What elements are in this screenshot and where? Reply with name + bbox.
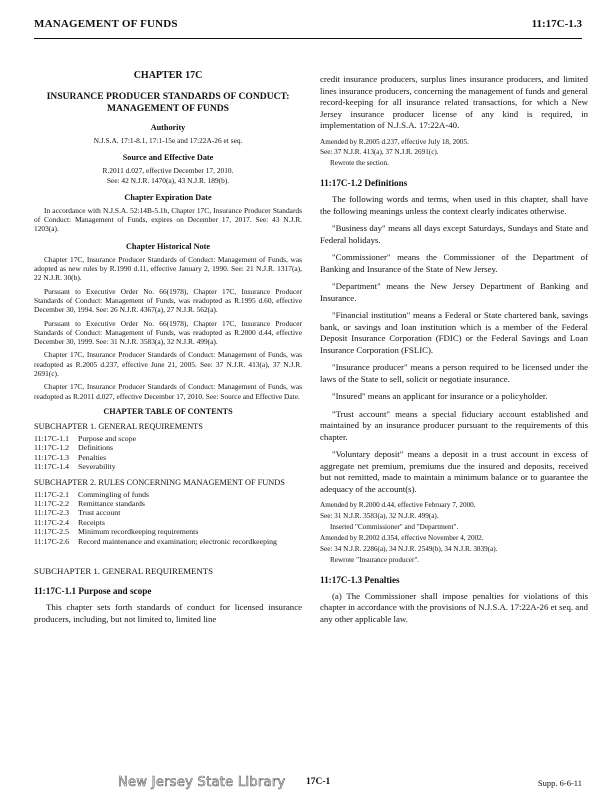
toc-list-1 <box>34 434 302 472</box>
history-note-2: Pursuant to Executive Order No. 66(1978), Chapter 17C, Insurance Producer Standards of Conduct: Management of Funds, was readopted as R.1995 d.60, effective December 30, 1994. See: 26 N.J.R. 4367(a), 27 N.J.R. 562(a). <box>34 286 302 315</box>
left-column <box>34 70 302 631</box>
section-1-1-heading: 11:17C-1.1 Purpose and scope <box>34 586 152 596</box>
amendment-note: See: 37 N.J.R. 413(a), 37 N.J.R. 2691(c). <box>320 148 439 157</box>
toc-entry[interactable]: 11:17C-1.2 Definitions <box>34 443 114 453</box>
history-note-3: Pursuant to Executive Order No. 66(1978), Chapter 17C, Insurance Producer Standards of Conduct: Management of Funds, was readopted as R.2000 d.44, effective December 30, 1999. See: 31 N.J.R. 3583(a), 32 N.J.R. 499(a). <box>34 318 302 347</box>
toc-heading: CHAPTER TABLE OF CONTENTS <box>103 406 233 416</box>
definitions-intro: The following words and terms, when used in this chapter, shall have the following meanings unless the context clearly indicates otherwise. <box>320 194 588 216</box>
header-section: 11:17C-1.3 <box>531 18 582 30</box>
amendment-note: Amended by R.2002 d.354, effective November 4, 2002. <box>320 533 484 542</box>
toc-entry[interactable]: 11:17C-1.3 Penalties <box>34 452 107 462</box>
running-header <box>34 18 582 39</box>
toc-list-2 <box>34 490 302 546</box>
toc-entry[interactable]: 11:17C-2.5 Minimum recordkeeping requirements <box>34 527 199 537</box>
definition-business-day: "Business day" means all days except Saturdays, Sundays and State and Federal holidays. <box>320 223 588 245</box>
definition-commissioner: "Commissioner" means the Commissioner of the Department of Banking and Insurance of the State of New Jersey. <box>320 252 588 274</box>
page-footer <box>34 775 582 791</box>
supplement-date: Supp. 6-6-11 <box>537 778 582 788</box>
definition-financial-institution: "Financial institution" means a Federal or State chartered bank, savings bank, or savings and loan institution which is a member of the Federal Deposit Insurance Corporation (FDIC) or the Federal Savings and Loan Insurance Corporation (FSLIC). <box>320 310 588 355</box>
toc-entry[interactable]: 11:17C-2.6 Record maintenance and examination; electronic recordkeeping <box>34 536 277 546</box>
amendment-note: Rewrote the section. <box>330 159 389 168</box>
authority-heading: Authority <box>150 123 186 132</box>
definition-insurance-producer: "Insurance producer" means a person required to be licensed under the laws of the State to sell, solicit or negotiate insurance. <box>320 362 588 384</box>
chapter-number: CHAPTER 17C <box>133 70 203 81</box>
amendment-note: Rewrote "Insurance producer". <box>330 555 420 564</box>
section-1-1-continued: credit insurance producers, surplus lines insurance producers, and limited lines insurance producers, concerning the management of funds and general record-keeping for all insurance related transactions, for which a New Jersey insurance producer license of any kind is required, in implementation of N.J.S.A. 17:22A-40. <box>320 74 588 130</box>
definition-insured: "Insured" means an applicant for insurance or a policyholder. <box>332 391 548 402</box>
section-1-2-heading: 11:17C-1.2 Definitions <box>320 178 408 189</box>
definition-department: "Department" means the New Jersey Department of Banking and Insurance. <box>320 281 588 303</box>
expiration-heading: Chapter Expiration Date <box>124 192 212 202</box>
header-title: MANAGEMENT OF FUNDS <box>34 18 178 30</box>
authority-text: N.J.S.A. 17:1-8.1, 17:1-15e and 17:22A-26 et seq. <box>93 136 243 145</box>
subchapter-1-heading: SUBCHAPTER 1. GENERAL REQUIREMENTS <box>34 566 214 576</box>
toc-subchapter-1: SUBCHAPTER 1. GENERAL REQUIREMENTS <box>34 421 203 431</box>
amendment-note: See: 34 N.J.R. 2286(a), 34 N.J.R. 2549(b), 34 N.J.R. 3839(a). <box>320 544 498 553</box>
toc-entry[interactable]: 11:17C-2.3 Trust account <box>34 508 121 518</box>
history-note-4: Chapter 17C, Insurance Producer Standards of Conduct: Management of Funds, was readopted as R.2005 d.237, effective June 21, 2005. See: 37 N.J.R. 413(a), 37 N.J.R. 2691(c). <box>34 350 302 379</box>
expiration-text: In accordance with N.J.S.A. 52:14B-5.1b, Chapter 17C, Insurance Producer Standards of Conduct: Management of Funds, expires on December 17, 2017. See: 43 N.J.R. 1203(a). <box>34 205 302 234</box>
definition-trust-account: "Trust account" means a special fiduciary account established and maintained by an insurance producer pursuant to the requirements of this chapter. <box>320 408 588 442</box>
toc-entry[interactable]: 11:17C-2.2 Remittance standards <box>34 498 145 508</box>
toc-subchapter-2: SUBCHAPTER 2. RULES CONCERNING MANAGEMENT OF FUNDS <box>34 477 285 487</box>
amendment-note: Amended by R.2005 d.237, effective July 18, 2005. <box>320 137 469 146</box>
amendment-note: See: 31 N.J.R. 3583(a), 32 N.J.R. 499(a). <box>320 512 439 521</box>
history-note-5: Chapter 17C, Insurance Producer Standards of Conduct: Management of Funds, was readopted as R.2011 d.027, effective December 17, 2010. See: Source and Effective Date. <box>34 382 302 401</box>
toc-entry[interactable]: 11:17C-1.4 Severability <box>34 462 116 472</box>
history-heading: Chapter Historical Note <box>126 241 210 251</box>
section-1-1-text: This chapter sets forth standards of conduct for licensed insurance producers, including, but not limited to, limited line <box>34 602 302 624</box>
toc-entry[interactable]: 11:17C-2.4 Receipts <box>34 517 105 527</box>
penalties-text: (a) The Commissioner shall impose penalties for violations of this chapter in accordance with the provisions of N.J.S.A. 17:22A-26 et seq. and any other applicable law. <box>320 590 588 624</box>
amendment-note: Amended by R.2000 d.44, effective February 7, 2000. <box>320 501 476 510</box>
amendment-note: Inserted "Commissioner" and "Department". <box>330 523 459 532</box>
toc-entry[interactable]: 11:17C-1.1 Purpose and scope <box>34 433 137 443</box>
section-1-3-heading: 11:17C-1.3 Penalties <box>320 574 400 585</box>
definition-voluntary-deposit: "Voluntary deposit" means a deposit in a trust account in excess of aggregate net premium, premiums due the insured and deposits, received but not remitted, made to maintain a minimum balance or to guarantee the adequacy of the account(s). <box>320 449 588 494</box>
history-note-1: Chapter 17C, Insurance Producer Standards of Conduct: Management of Funds, was adopted as new rules by R.1990 d.11, effective January 2, 1990. See: 21 N.J.R. 1317(a), 22 N.J.R. 30(b). <box>34 254 302 283</box>
toc-entry[interactable]: 11:17C-2.1 Commingling of funds <box>34 489 150 499</box>
right-column <box>320 74 588 631</box>
page-number: 17C-1 <box>306 777 331 787</box>
source-line-2: See: 42 N.J.R. 1470(a), 43 N.J.R. 189(b). <box>106 175 230 185</box>
library-watermark: New Jersey State Library <box>118 775 286 790</box>
source-line-1: R.2011 d.027, effective December 17, 2010. <box>102 166 234 176</box>
chapter-title: INSURANCE PRODUCER STANDARDS OF CONDUCT: MANAGEMENT OF FUNDS <box>46 91 290 114</box>
source-heading: Source and Effective Date <box>122 153 214 163</box>
